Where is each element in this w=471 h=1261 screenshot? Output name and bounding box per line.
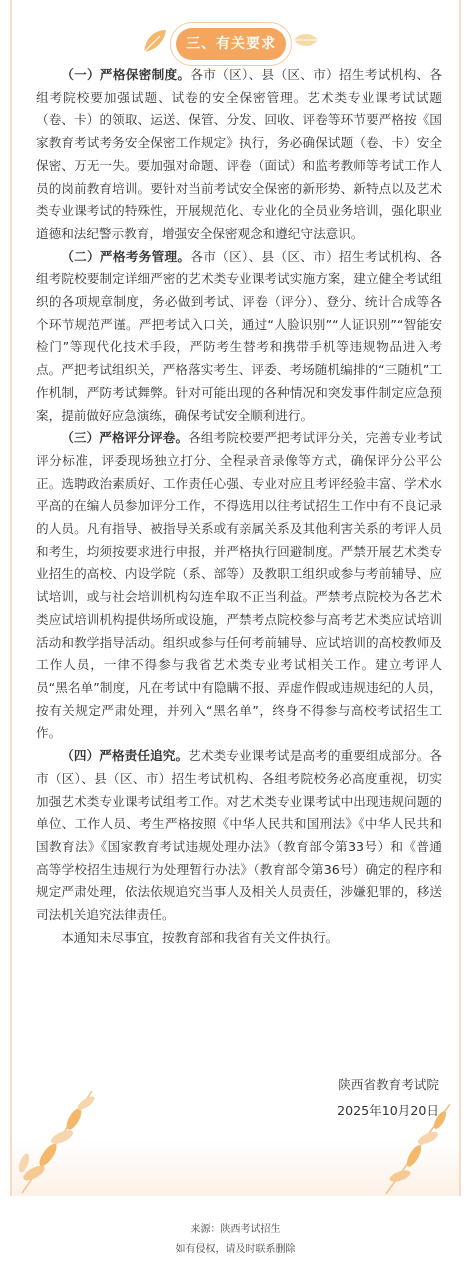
paragraph-text: 各市（区）、县（区、市）招生考试机构、各组考院校要制定详细严密的艺术类专业课考试实施方案，建立健全考试组织的各项规章制度，务必做到考试、评卷（评分）、登分、统计合成等各个环节规范严谨。严把考试入口关，通过“人脸识别”“人证识别”“智能安检门”等现代化技术手段，严防考生替考和携带手机等违规物品进入考点。严把考试组织关，严格落实考生、评委、考场随机编排的“三随机”工作机制，严防考试舞弊。针对可能出现的各种情况和突发事件制定应急预案，提前做好应急演练，确保考试安全顺利进行。 — [36, 248, 443, 423]
copyright-notice: 如有侵权，请及时联系删除 — [175, 1244, 296, 1255]
paragraph-scoring — [36, 427, 442, 745]
paragraph-text: 各市（区）、县（区、市）招生考试机构、各组考院校要加强试题、试卷的安全保密管理。艺术类专业课考试试题（卷、卡）的领取、运送、保管、分发、回收、评卷等环节要严格按《国家教育考试考务安全保密工作规定》执行，务必确保试题（卷、卡）安全保密、万无一失。要加强对命题、评卷（面试）和监考教师等考试工作人员的岗前教育培训。要针对当前考试安全保密的新形势、新特点以及艺术类专业课考试的特殊性，开展规范化、专业化的全员业务培训，强化职业道德和法纪警示教育，增强安全保密观念和遵纪守法意识。 — [36, 67, 443, 241]
branch-decoration-icon — [376, 1096, 456, 1196]
signature-org: 陕西省教育考试院 — [338, 1077, 439, 1092]
paragraph-confidentiality — [36, 64, 442, 246]
paragraph-heading: （一）严格保密制度。 — [61, 67, 191, 82]
footer — [0, 1220, 471, 1260]
article-body — [36, 64, 442, 949]
paragraph-heading: （四）严格责任追究。 — [61, 748, 189, 764]
paragraph-text: 艺术类专业课考试是高考的重要组成部分。各市（区）、县（区、市）招生考试机构、各组考院校务必高度重视，切实加强艺术类专业课考试组考工作。对艺术类专业课考试中出现违规问题的单位、工作人员、考生严格按照《中华人民共和国刑法》《中华人民共和国教育法》《国家教育考试违规处理办法》（教育部令第33号）和《普通高等学校招生违规行为处理暂行办法》（教育部令第36号）确定的程序和规定严肃处理，依法依规追究当事人及相关人员责任，涉嫌犯罪的，移送司法机关追究法律责任。 — [36, 748, 443, 923]
signature-date: 2025年10月20日 — [337, 1103, 439, 1118]
section-header — [0, 10, 471, 62]
paragraph-heading: （三）严格评分评卷。 — [61, 430, 189, 446]
source-text: 来源：陕西考试招生 — [190, 1224, 281, 1235]
paragraph-heading: （二）严格考务管理。 — [61, 248, 191, 264]
paragraph-text: 各组考院校要严把考试评分关，完善专业考试评分标准，评委现场独立打分、全程录音录像等方式，确保评分公平公正。选聘政治素质好、工作责任心强、专业对应且考评经验丰富、学术水平高的在编人员参加评分工作，不得选用以往考试招生工作中有不良记录的人员。凡有指导、被指导关系或有亲属关系及其他利害关系的考评人员和考生，均须按要求进行申报，并严格执行回避制度。严禁开展艺术类专业招生的高校、内设学院（系、部等）及教职工组织或参与考前辅导、应试培训，或与社会培训机构勾连牟取不正当利益。严禁考点院校为各艺术类应试培训机构提供场所或设施，严禁考点院校参与高考艺术类应试培训活动和教学指导活动。组织或参与任何考前辅导、应试培训的高校教师及工作人员，一律不得参与我省艺术类专业考试相关工作。建立考评人员“黑名单”制度，凡在考试中有隐瞒不报、弄虚作假或违规违纪的人员，按有关规定严肃处理，并列入“黑名单”，终身不得参与高校考试招生工作。 — [36, 430, 443, 741]
branch-decoration-icon — [12, 1085, 102, 1195]
paragraph-accountability — [36, 745, 442, 927]
paragraph-exam-management — [36, 246, 442, 428]
leaf-icon — [140, 26, 170, 56]
paragraph-text: 本通知未尽事宜，按教育部和我省有关文件执行。 — [61, 929, 339, 945]
leaf-icon — [292, 30, 320, 50]
section-title: 三、有关要求 — [176, 28, 286, 60]
paragraph-closing — [36, 927, 442, 950]
